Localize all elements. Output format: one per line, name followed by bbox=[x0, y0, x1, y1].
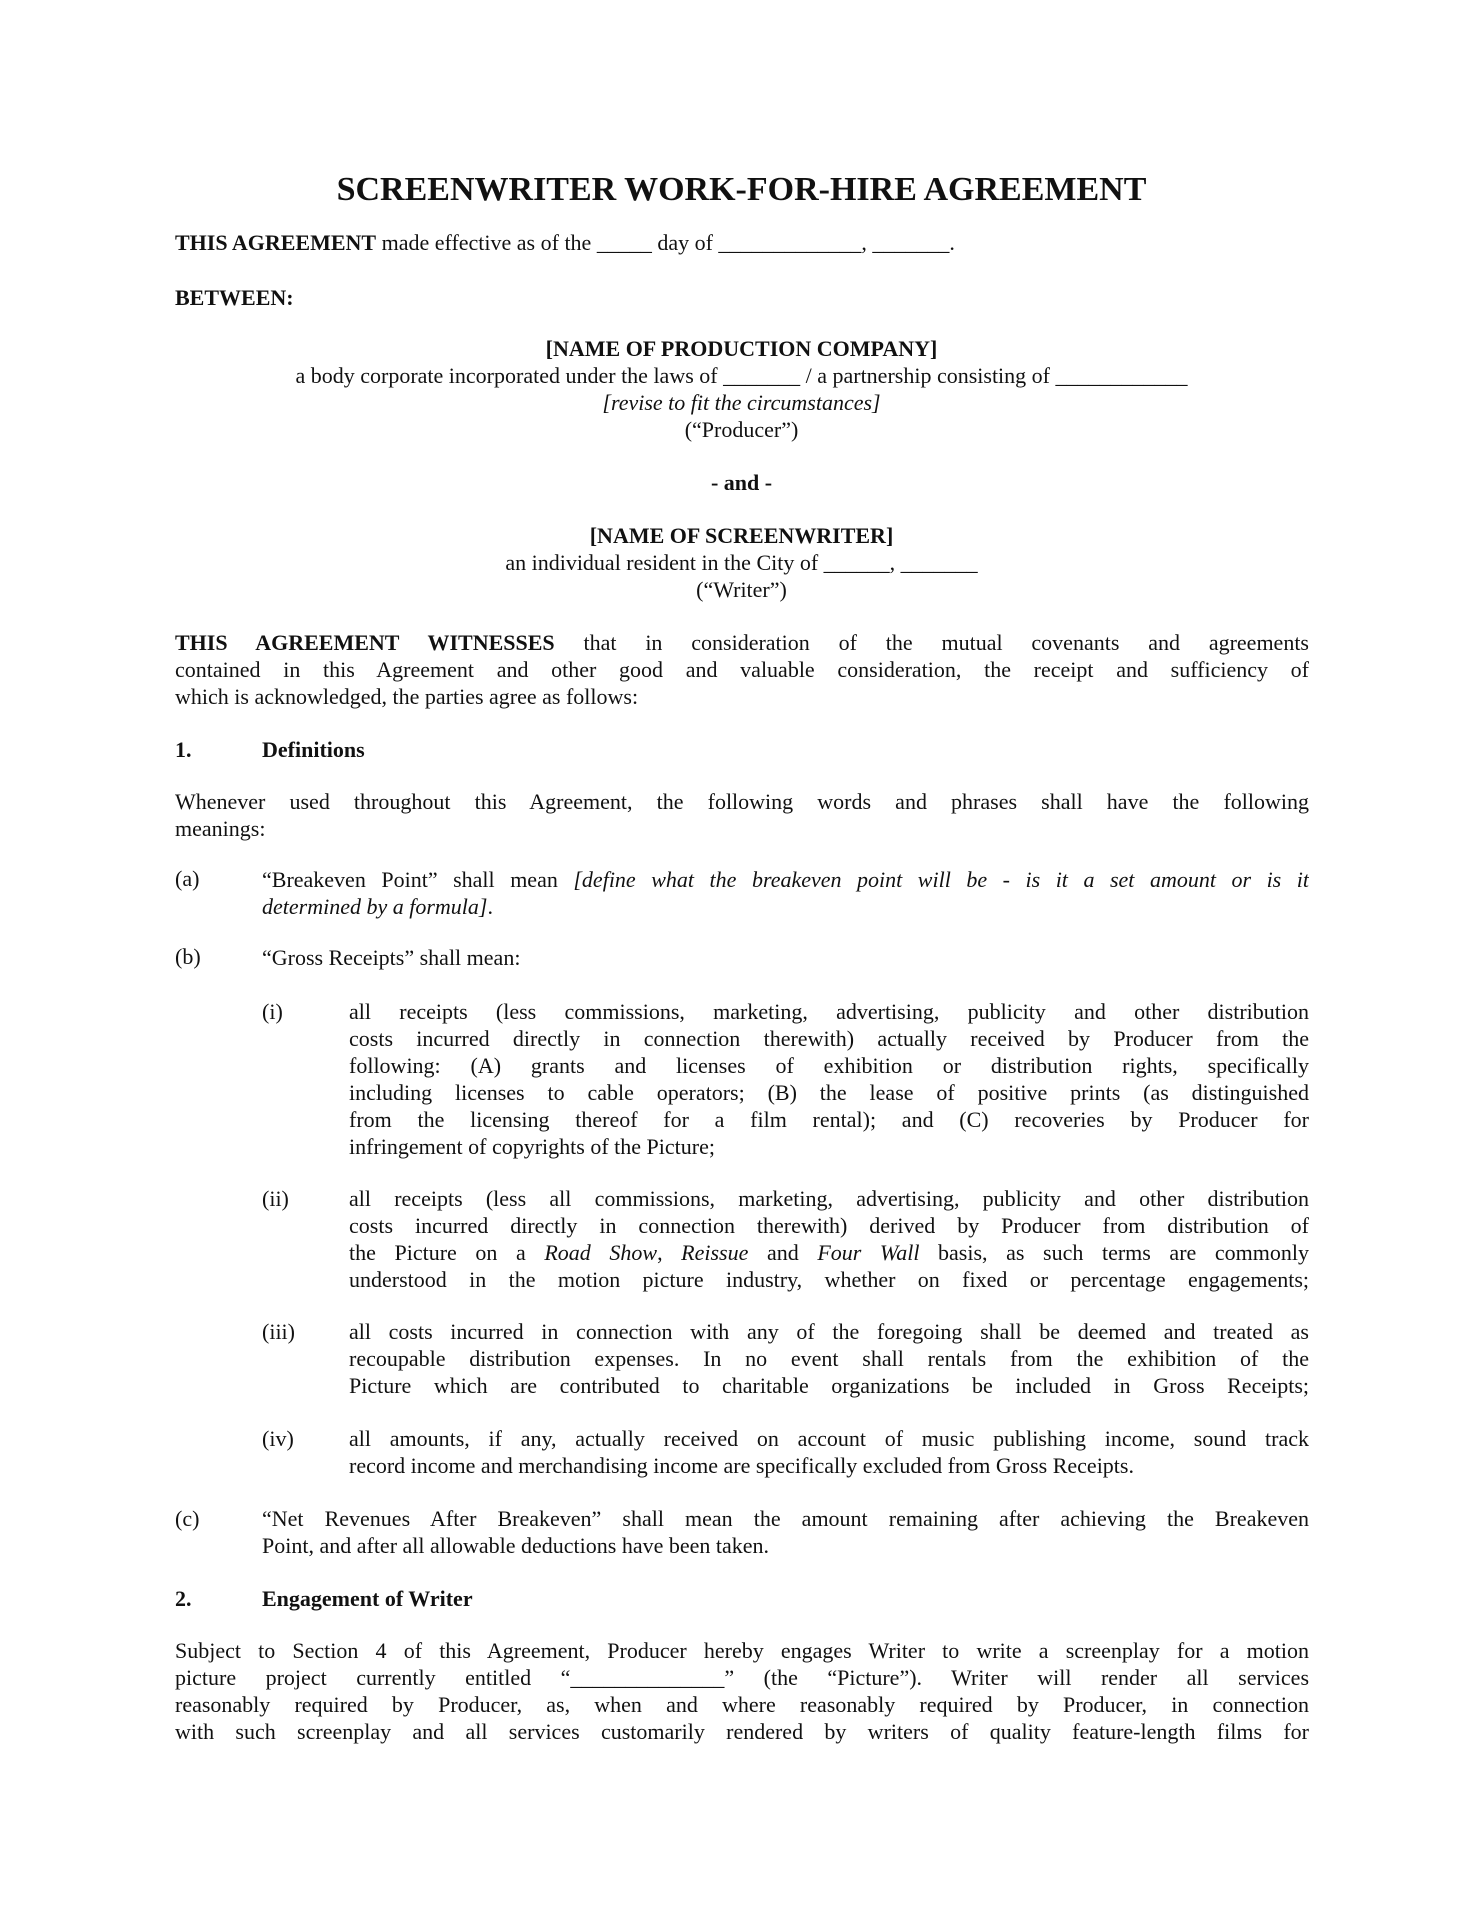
definitions-intro bbox=[175, 788, 1309, 842]
party-producer bbox=[0, 335, 1483, 443]
text-segment: picture project currently entitled “______________” (the “Picture”). Writer will render all services bbox=[175, 1665, 1309, 1690]
text-segment: which is acknowledged, the parties agree as follows: bbox=[175, 684, 639, 709]
text-line bbox=[349, 1185, 1309, 1212]
between-label bbox=[175, 284, 294, 311]
definition-c-label: (c) bbox=[175, 1506, 200, 1531]
section-2-number: 2. bbox=[175, 1586, 192, 1611]
text-line bbox=[175, 683, 1309, 710]
and-separator bbox=[0, 469, 1483, 496]
text-segment: (“Producer”) bbox=[684, 417, 799, 442]
text-segment: [NAME OF SCREENWRITER] bbox=[589, 523, 894, 548]
text-line bbox=[349, 1318, 1309, 1345]
text-segment: [revise to fit the circumstances] bbox=[602, 390, 881, 415]
definition-a bbox=[262, 866, 1309, 920]
text-segment: infringement of copyrights of the Picture; bbox=[349, 1134, 715, 1159]
text-line bbox=[349, 1345, 1309, 1372]
text-line bbox=[175, 1718, 1309, 1745]
text-segment: including licenses to cable operators; (B) the lease of positive prints (as distinguished bbox=[349, 1080, 1309, 1105]
text-line bbox=[0, 335, 1483, 362]
party-writer bbox=[0, 522, 1483, 603]
text-segment: THIS AGREEMENT WITNESSES bbox=[175, 630, 555, 655]
text-line bbox=[0, 416, 1483, 443]
definition-b-ii bbox=[349, 1185, 1309, 1293]
text-segment: made effective as of the _____ day of _____________, _______. bbox=[376, 230, 955, 255]
text-segment: all amounts, if any, actually received on account of music publishing income, sound track bbox=[349, 1426, 1309, 1451]
text-line bbox=[0, 362, 1483, 389]
text-line bbox=[349, 1106, 1309, 1133]
text-segment: understood in the motion picture industry, whether on fixed or percentage engagements; bbox=[349, 1267, 1309, 1292]
text-line bbox=[349, 1372, 1309, 1399]
text-segment: costs incurred directly in connection therewith) derived by Producer from distribution of bbox=[349, 1213, 1309, 1238]
text-line bbox=[349, 1239, 1309, 1266]
text-segment: Subject to Section 4 of this Agreement, Producer hereby engages Writer to write a screenplay for a motion bbox=[175, 1638, 1309, 1663]
section-2-heading: Engagement of Writer bbox=[262, 1586, 473, 1611]
text-segment: . bbox=[487, 894, 493, 919]
text-line bbox=[0, 549, 1483, 576]
text-segment: - and - bbox=[710, 470, 773, 495]
text-segment: basis, as such terms are commonly bbox=[919, 1240, 1309, 1265]
text-segment: that in consideration of the mutual covenants and agreements bbox=[554, 630, 1309, 655]
text-segment: BETWEEN: bbox=[175, 285, 294, 310]
text-segment: Four Wall bbox=[817, 1240, 920, 1265]
text-segment: reasonably required by Producer, as, when and where reasonably required by Producer, in connection bbox=[175, 1692, 1309, 1717]
text-segment: with such screenplay and all services customarily rendered by writers of quality feature-length films for bbox=[175, 1719, 1309, 1744]
text-line bbox=[349, 1133, 1309, 1160]
text-line bbox=[349, 1052, 1309, 1079]
definition-b-i-label: (i) bbox=[262, 999, 283, 1024]
text-segment: record income and merchandising income are specifically excluded from Gross Receipts. bbox=[349, 1453, 1134, 1478]
text-segment: the Picture on a bbox=[349, 1240, 545, 1265]
text-segment: meanings: bbox=[175, 816, 266, 841]
text-segment: a body corporate incorporated under the laws of _______ / a partnership consisting of ____________ bbox=[295, 363, 1188, 388]
text-line bbox=[0, 522, 1483, 549]
definition-a-label: (a) bbox=[175, 866, 200, 891]
text-segment: all receipts (less all commissions, marketing, advertising, publicity and other distribution bbox=[349, 1186, 1309, 1211]
section-1-heading: Definitions bbox=[262, 737, 365, 762]
text-line bbox=[175, 815, 1309, 842]
definition-b-iii-label: (iii) bbox=[262, 1319, 295, 1344]
text-segment: “Gross Receipts” shall mean: bbox=[262, 945, 521, 970]
text-segment: contained in this Agreement and other good and valuable consideration, the receipt and sufficiency of bbox=[175, 657, 1309, 682]
text-segment: determined by a formula] bbox=[262, 894, 488, 919]
text-segment: recoupable distribution expenses. In no event shall rentals from the exhibition of the bbox=[349, 1346, 1309, 1371]
section-1-number: 1. bbox=[175, 737, 192, 762]
text-line bbox=[349, 998, 1309, 1025]
text-segment: all receipts (less commissions, marketing, advertising, publicity and other distribution bbox=[349, 999, 1309, 1024]
text-segment: Picture which are contributed to charitable organizations be included in Gross Receipts; bbox=[349, 1373, 1309, 1398]
text-segment: [NAME OF PRODUCTION COMPANY] bbox=[545, 336, 938, 361]
text-line bbox=[349, 1025, 1309, 1052]
text-line bbox=[262, 893, 1309, 920]
text-line bbox=[0, 576, 1483, 603]
definition-b-label: (b) bbox=[175, 944, 201, 969]
document-title: SCREENWRITER WORK-FOR-HIRE AGREEMENT bbox=[336, 171, 1147, 208]
text-line bbox=[175, 284, 294, 311]
text-segment: , bbox=[657, 1240, 682, 1265]
text-segment: “Net Revenues After Breakeven” shall mean the amount remaining after achieving the Breakeven bbox=[262, 1506, 1309, 1531]
text-line bbox=[175, 1664, 1309, 1691]
text-line bbox=[175, 1691, 1309, 1718]
text-line bbox=[349, 1212, 1309, 1239]
text-line bbox=[262, 866, 1309, 893]
text-segment: Whenever used throughout this Agreement, the following words and phrases shall have the following bbox=[175, 789, 1309, 814]
text-line bbox=[175, 629, 1309, 656]
text-segment: (“Writer”) bbox=[696, 577, 787, 602]
text-segment: costs incurred directly in connection therewith) actually received by Producer from the bbox=[349, 1026, 1309, 1051]
text-line bbox=[175, 229, 955, 256]
text-line bbox=[349, 1266, 1309, 1293]
text-line bbox=[175, 1637, 1309, 1664]
text-segment: following: (A) grants and licenses of exhibition or distribution rights, specifically bbox=[349, 1053, 1309, 1078]
definition-b bbox=[262, 944, 520, 971]
text-line bbox=[262, 1505, 1309, 1532]
text-segment: Point, and after all allowable deductions have been taken. bbox=[262, 1533, 770, 1558]
text-line bbox=[262, 1532, 1309, 1559]
text-segment: an individual resident in the City of ______, _______ bbox=[505, 550, 978, 575]
text-segment: from the licensing thereof for a film rental); and (C) recoveries by Producer for bbox=[349, 1107, 1309, 1132]
text-segment: and bbox=[748, 1240, 818, 1265]
preamble bbox=[175, 229, 955, 256]
text-segment: [define what the breakeven point will be - is it a set amount or is it bbox=[573, 867, 1309, 892]
definition-b-iv-label: (iv) bbox=[262, 1426, 294, 1451]
text-segment: Road Show bbox=[544, 1240, 658, 1265]
text-line bbox=[175, 656, 1309, 683]
text-line bbox=[349, 1425, 1309, 1452]
definition-b-i bbox=[349, 998, 1309, 1160]
text-segment: “Breakeven Point” shall mean bbox=[262, 867, 574, 892]
witnesses-paragraph bbox=[175, 629, 1309, 710]
definition-b-iv bbox=[349, 1425, 1309, 1479]
text-segment: all costs incurred in connection with any of the foregoing shall be deemed and treated as bbox=[349, 1319, 1309, 1344]
text-segment: THIS AGREEMENT bbox=[175, 230, 377, 255]
text-line bbox=[175, 788, 1309, 815]
text-line bbox=[0, 389, 1483, 416]
text-line bbox=[262, 944, 520, 971]
text-line bbox=[349, 1452, 1309, 1479]
definition-c bbox=[262, 1505, 1309, 1559]
text-line bbox=[349, 1079, 1309, 1106]
definition-b-iii bbox=[349, 1318, 1309, 1399]
text-line bbox=[0, 469, 1483, 496]
definition-b-ii-label: (ii) bbox=[262, 1186, 289, 1211]
text-segment: Reissue bbox=[681, 1240, 749, 1265]
engagement-paragraph bbox=[175, 1637, 1309, 1745]
